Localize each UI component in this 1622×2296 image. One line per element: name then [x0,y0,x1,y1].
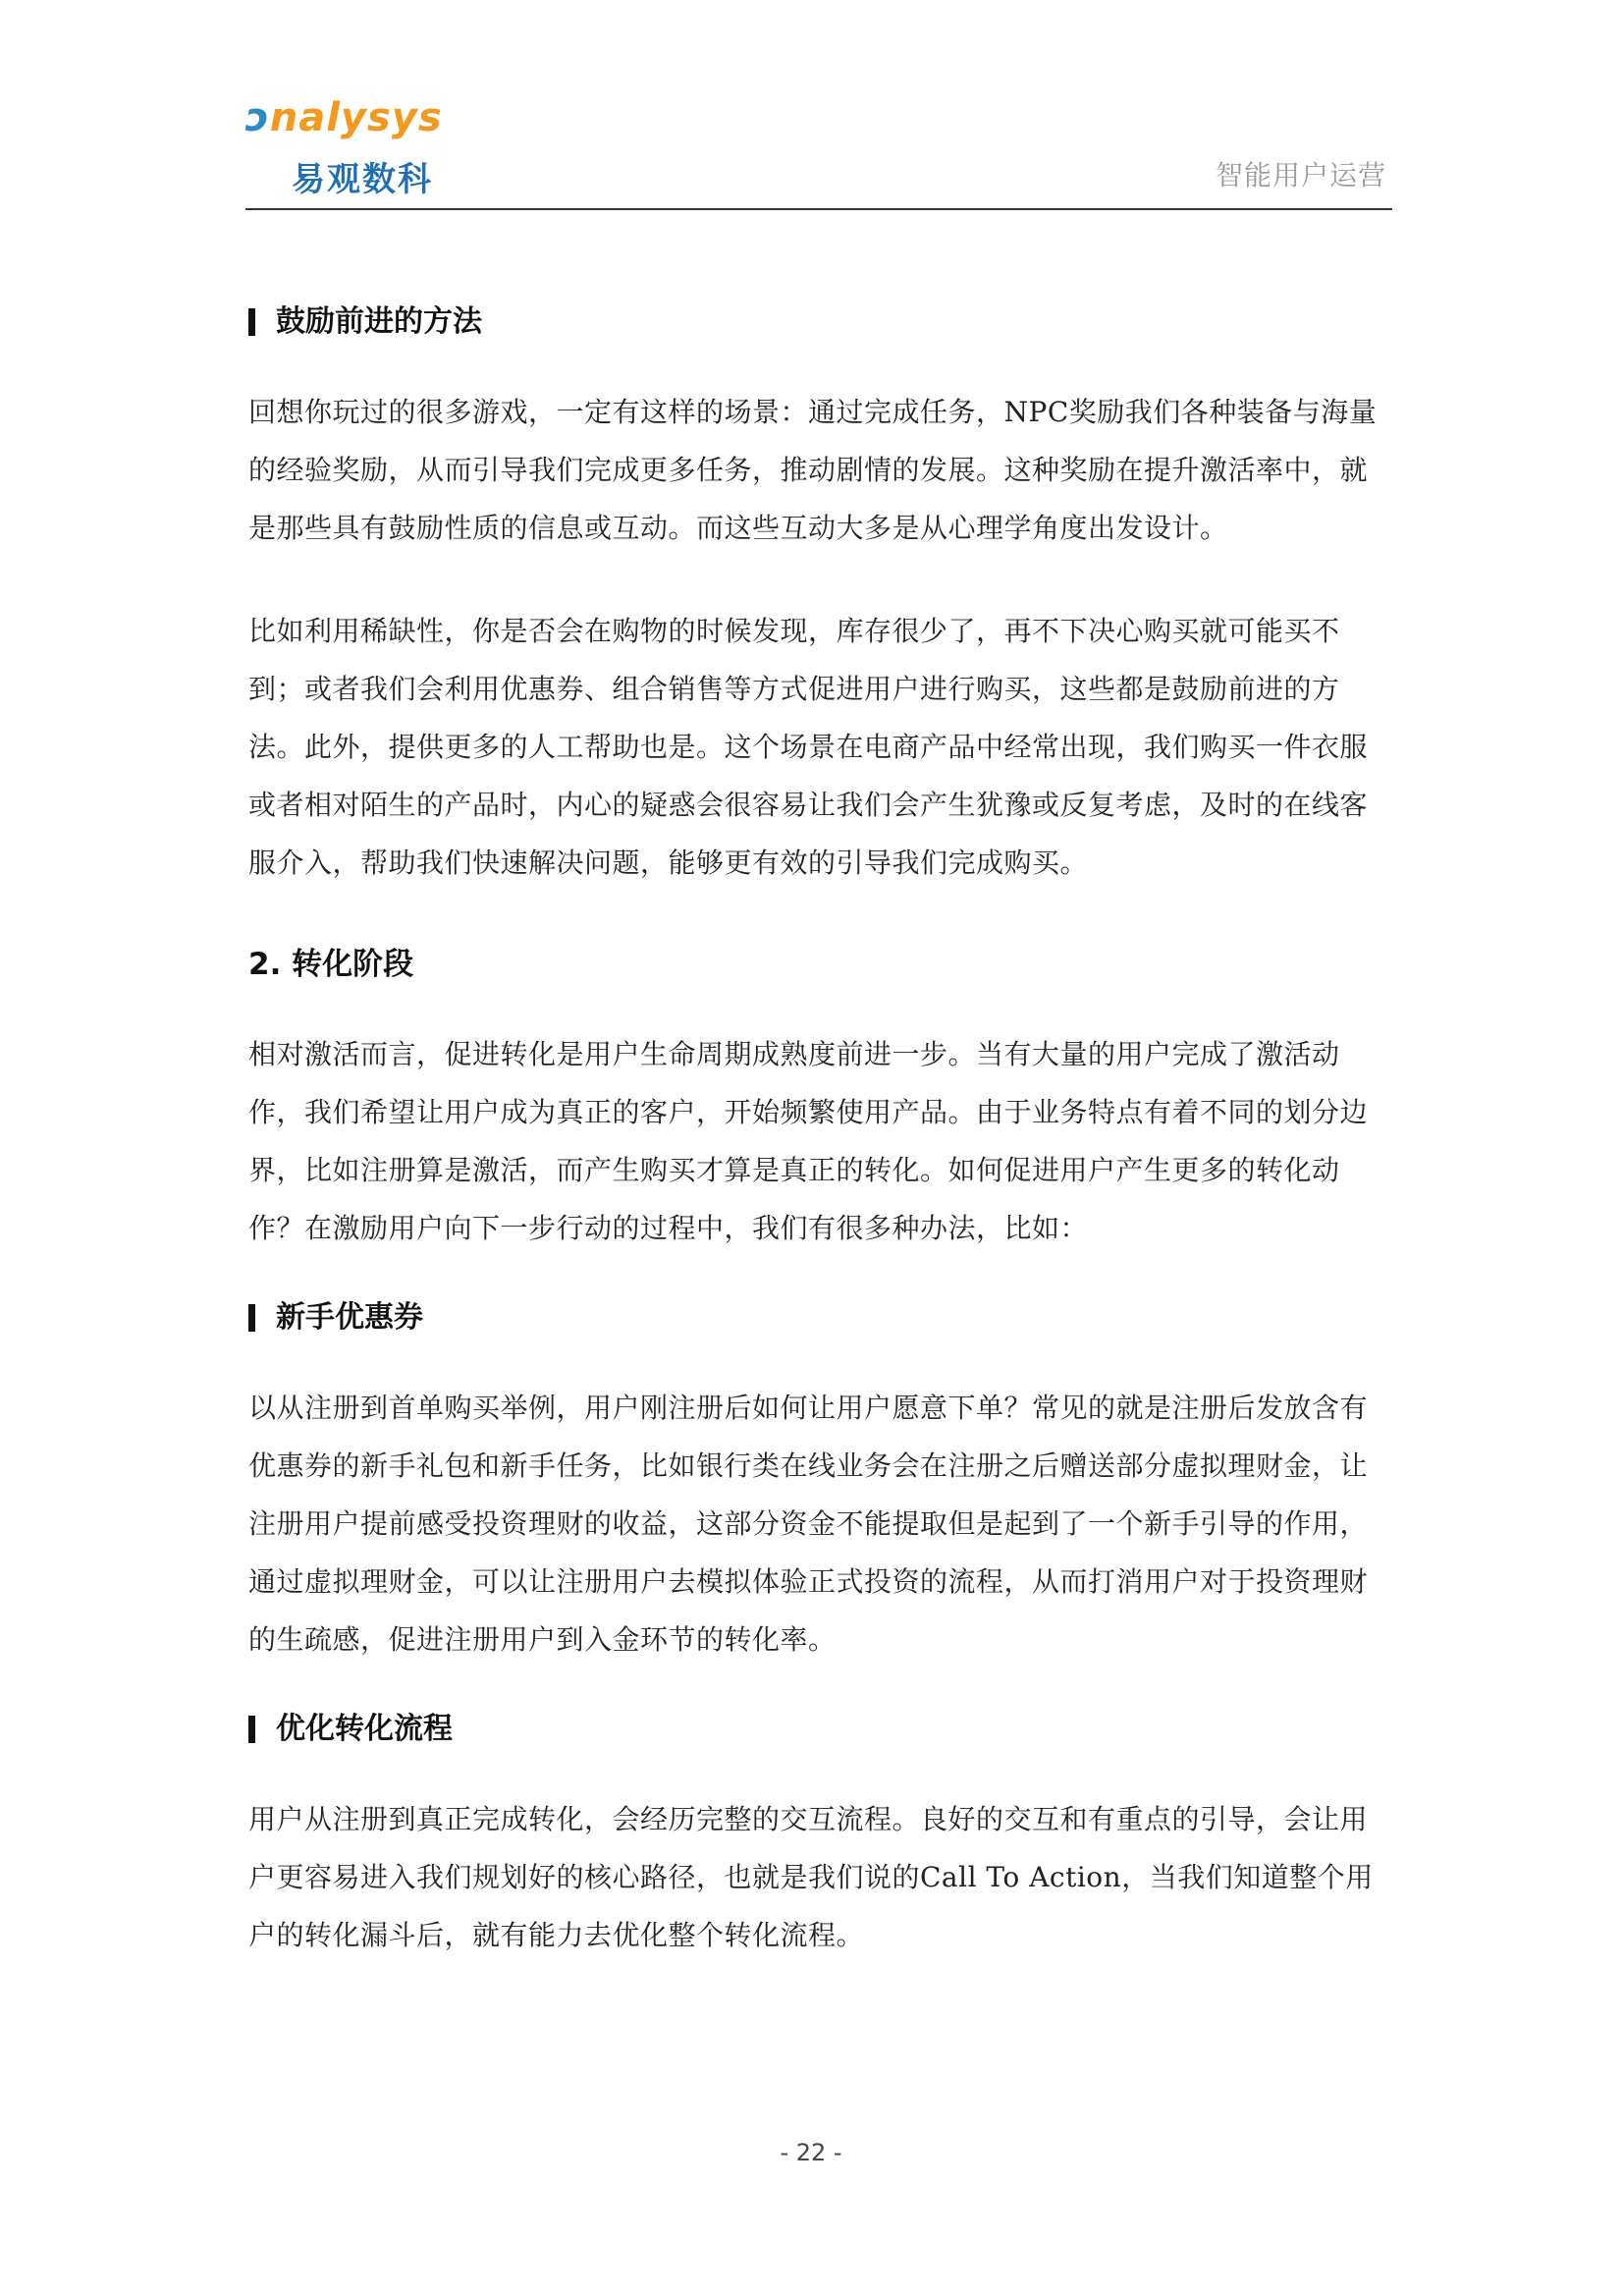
subheading-optimize-flow [248,1702,1387,1757]
logo-mark-icon: ↄ [245,95,270,140]
heading-bar-icon [248,308,255,336]
subheading-newbie-coupon [248,1290,1387,1345]
analysys-logo [245,93,461,201]
paragraph-newbie-coupon: 以从注册到首单购买举例，用户刚注册后如何让用户愿意下单？常见的就是注册后发放含有优惠券的新手礼包和新手任务，比如银行类在线业务会在注册之后赠送部分虚拟理财金，让注册用户提前感受投资理财的收益，这部分资金不能提取但是起到了一个新手引导的作用，通过虚拟理财金，可以让注册用户去模拟体验正式投资的流程，从而打消用户对于投资理财的生疏感，促进注册用户到入金环节的转化率。 [248,1392,1369,1656]
page-number: - 22 - [780,2139,842,2166]
logo-wordmark-text: nalysys [269,95,443,140]
subheading-text: 新手优惠券 [276,1300,423,1335]
page-header [245,93,1392,211]
paragraph-scarcity: 比如利用稀缺性，你是否会在购物的时候发现，库存很少了，再不下决心购买就可能买不到；或者我们会利用优惠券、组合销售等方式促进用户进行购买，这些都是鼓励前进的方法。此外，提供更多的人工帮助也是。这个场景在电商产品中经常出现，我们购买一件衣服或者相对陌生的产品时，内心的疑惑会很容易让我们会产生犹豫或反复考虑，及时的在线客服介入，帮助我们快速解决问题，能够更有效的引导我们完成购买。 [248,615,1369,879]
page-body [248,295,1387,1964]
heading-bar-icon [248,1716,255,1743]
subheading-encourage-methods [248,295,1387,350]
header-divider [245,208,1392,210]
paragraph-conversion-intro: 相对激活而言，促进转化是用户生命周期成熟度前进一步。当有大量的用户完成了激活动作，我们希望让用户成为真正的客户，开始频繁使用产品。由于业务特点有着不同的划分边界，比如注册算是激活，而产生购买才算是真正的转化。如何促进用户产生更多的转化动作？在激励用户向下一步行动的过程中，我们有很多种办法，比如： [248,1038,1369,1244]
paragraph-game-rewards: 回想你玩过的很多游戏，一定有这样的场景：通过完成任务，NPC奖励我们各种装备与海量的经验奖励，从而引导我们完成更多任务，推动剧情的发展。这种奖励在提升激活率中，就是那些具有鼓励性质的信息或互动。而这些互动大多是从心理学角度出发设计。 [248,396,1378,544]
logo-chinese-name: 易观数科 [292,160,433,199]
subheading-text: 鼓励前进的方法 [276,304,482,339]
heading-bar-icon [248,1304,255,1332]
header-section-title: 智能用户运营 [1215,159,1386,191]
subheading-text: 优化转化流程 [276,1712,453,1746]
paragraph-optimize-flow: 用户从注册到真正完成转化，会经历完整的交互流程。良好的交互和有重点的引导，会让用户更容易进入我们规划好的核心路径，也就是我们说的Call To Action，当我们知道整个用户的转化漏斗后，就有能力去优化整个转化流程。 [248,1803,1374,1951]
section-heading-conversion: 2. 转化阶段 [248,947,414,982]
logo-wordmark [245,95,443,140]
